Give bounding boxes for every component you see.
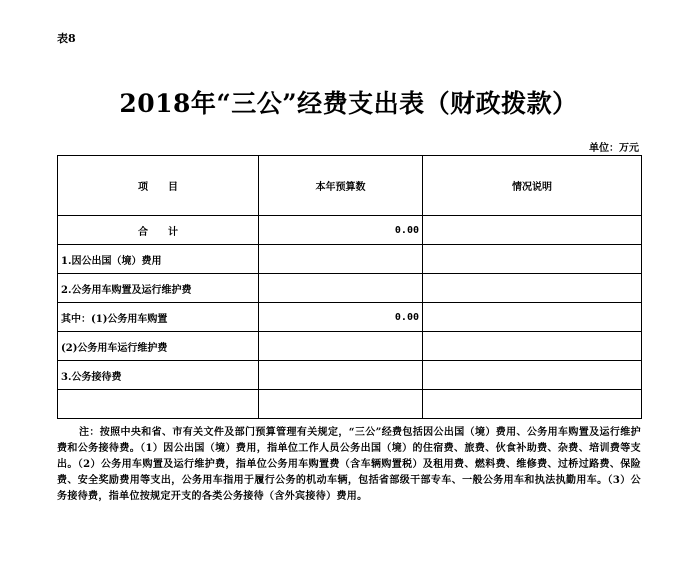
expense-table <box>57 155 642 419</box>
table-row-empty <box>58 390 642 419</box>
row-budget <box>259 274 423 303</box>
table-row <box>58 303 642 332</box>
row-description <box>423 390 642 419</box>
row-item: (2)公务用车运行维护费 <box>58 332 259 361</box>
table-label: 表8 <box>57 32 76 45</box>
table-row-total <box>58 216 642 245</box>
header-budget: 本年预算数 <box>259 156 423 216</box>
row-item: 合 计 <box>58 216 259 245</box>
row-budget <box>259 361 423 390</box>
table-row <box>58 361 642 390</box>
table-header-row <box>58 156 642 216</box>
row-description <box>423 303 642 332</box>
row-item: 2.公务用车购置及运行维护费 <box>58 274 259 303</box>
row-budget: 0.00 <box>259 303 423 332</box>
row-budget: 0.00 <box>259 216 423 245</box>
row-item: 其中：(1)公务用车购置 <box>58 303 259 332</box>
row-item: 3.公务接待费 <box>58 361 259 390</box>
unit-label: 单位：万元 <box>589 143 639 154</box>
page-title: 2018年“三公”经费支出表（财政拨款） <box>119 89 578 118</box>
footnote: 注：按照中央和省、市有关文件及部门预算管理有关规定，“三公”经费包括因公出国（境）费用、公务用车购置及运行维护费和公务接待费。（1）因公出国（境）费用，指单位工作人员公务出国（境）的住宿费、旅费、伙食补助费、杂费、培训费等支出。（2）公务用车购置及运行维护费，指单位公务用车购置费（含车辆购置税）及租用费、燃料费、维修费、过桥过路费、保险费、安全奖励费用等支出，公务用车指用于履行公务的机动车辆，包括省部级干部专车、一般公务用车和执法执勤用车。（3）公务接待费，指单位按规定开支的各类公务接待（含外宾接待）费用。 <box>57 427 641 502</box>
table-row <box>58 274 642 303</box>
table-row <box>58 245 642 274</box>
row-budget <box>259 332 423 361</box>
header-description: 情况说明 <box>423 156 642 216</box>
row-description <box>423 274 642 303</box>
row-item: 1.因公出国（境）费用 <box>58 245 259 274</box>
row-description <box>423 361 642 390</box>
row-description <box>423 332 642 361</box>
row-budget <box>259 245 423 274</box>
row-item <box>58 390 259 419</box>
row-description <box>423 216 642 245</box>
table-row <box>58 332 642 361</box>
row-description <box>423 245 642 274</box>
row-budget <box>259 390 423 419</box>
header-item: 项 目 <box>58 156 259 216</box>
